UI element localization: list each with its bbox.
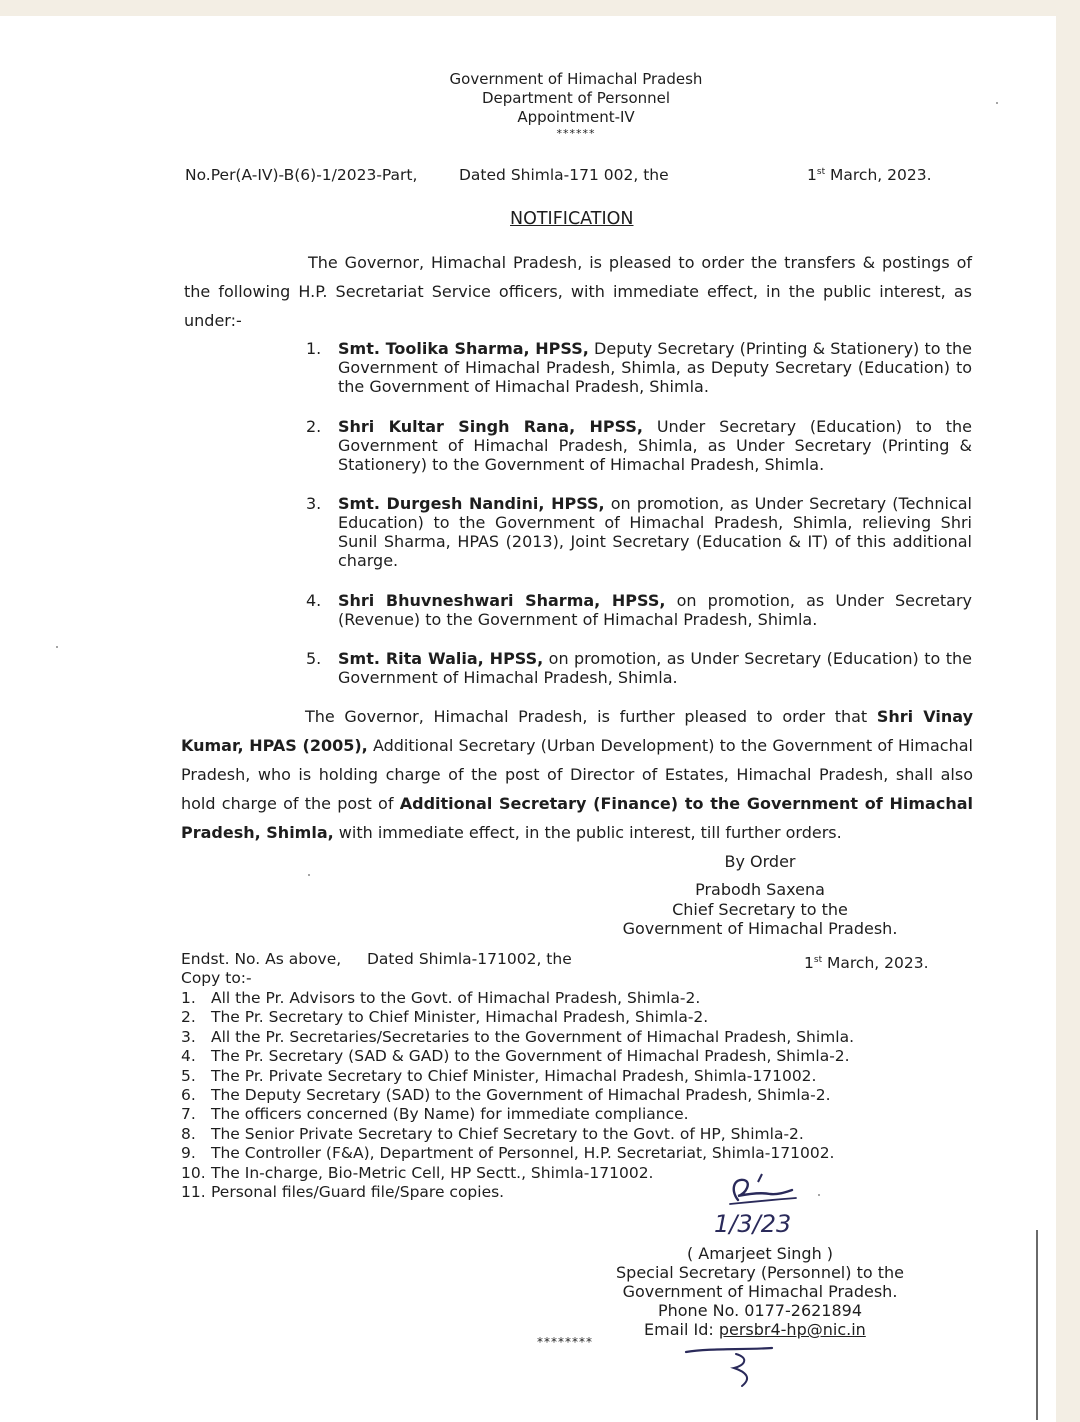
order-item: 1. Smt. Toolika Sharma, HPSS, Deputy Secretary (Printing & Stationery) to the Government of Himachal Pradesh, Shimla, as Deputy Secretary (Education) to the Government of Himachal Pradesh, Shimla. bbox=[306, 339, 973, 396]
handwritten-signature bbox=[700, 1170, 820, 1240]
list-item: 8. The Senior Private Secretary to Chief Secretary to the Govt. of HP, Shimla-2. bbox=[181, 1124, 804, 1143]
signatory1-government: Government of Himachal Pradesh. bbox=[622, 919, 898, 938]
reference-number: No.Per(A-IV)-B(6)-1/2023-Part, bbox=[185, 166, 418, 184]
speck bbox=[818, 1194, 820, 1196]
list-item: 6. The Deputy Secretary (SAD) to the Government of Himachal Pradesh, Shimla-2. bbox=[181, 1086, 831, 1105]
list-item: 7. The officers concerned (By Name) for immediate compliance. bbox=[181, 1105, 689, 1124]
order-item: 4. Shri Bhuvneshwari Sharma, HPSS, on promotion, as Under Secretary (Revenue) to the Government of Himachal Pradesh, Shimla. bbox=[306, 591, 973, 629]
signatory2-phone: Phone No. 0177-2621894 bbox=[657, 1301, 863, 1320]
page-title: NOTIFICATION bbox=[510, 209, 634, 229]
header-government: Government of Himachal Pradesh bbox=[449, 70, 703, 88]
copy-to-label: Copy to:- bbox=[181, 969, 252, 987]
further-paragraph: The Governor, Himachal Pradesh, is further pleased to order that Shri Vinay Kumar, HPAS (2005), Additional Secretary (Urban Development) to the Government of Himachal Pradesh, who is holding charge of the post of Director of Estates, Himachal Pradesh, shall also hold charge of the post of Additional Secretary (Finance) to the Government of Himachal Pradesh, Shimla, with immediate effect, in the public interest, till further orders. bbox=[181, 707, 973, 842]
speck bbox=[308, 874, 310, 876]
signatory2-government: Government of Himachal Pradesh. bbox=[622, 1282, 898, 1301]
order-item: 3. Smt. Durgesh Nandini, HPSS, on promotion, as Under Secretary (Technical Education) to the Government of Himachal Pradesh, Shimla, relieving Shri Sunil Sharma, HPAS (2013), Joint Secretary (Education & IT) of this additional charge. bbox=[306, 494, 973, 570]
intro-paragraph: The Governor, Himachal Pradesh, is pleased to order the transfers & postings of the following H.P. Secretariat Service officers, with immediate effect, in the public interest, as under:- bbox=[184, 253, 972, 330]
reference-date: 1st March, 2023. bbox=[807, 166, 932, 184]
speck bbox=[56, 646, 58, 648]
list-item: 1. All the Pr. Advisors to the Govt. of Himachal Pradesh, Shimla-2. bbox=[181, 989, 701, 1007]
list-item: 10. The In-charge, Bio-Metric Cell, HP Sectt., Shimla-171002. bbox=[181, 1163, 654, 1182]
order-item: 2. Shri Kultar Singh Rana, HPSS, Under Secretary (Education) to the Government of Himachal Pradesh, Shimla, as Under Secretary (Printing & Stationery) to the Government of Himachal Pradesh, Shimla. bbox=[306, 417, 973, 474]
signatory1-name: Prabodh Saxena bbox=[695, 880, 825, 899]
header-section: Appointment-IV bbox=[517, 108, 635, 126]
signatory2-name: ( Amarjeet Singh ) bbox=[686, 1244, 834, 1263]
order-item: 5. Smt. Rita Walia, HPSS, on promotion, as Under Secretary (Education) to the Government of Himachal Pradesh, Shimla. bbox=[306, 649, 972, 687]
list-item: 2. The Pr. Secretary to Chief Minister, Himachal Pradesh, Shimla-2. bbox=[181, 1008, 709, 1027]
signatory1-designation: Chief Secretary to the bbox=[672, 900, 848, 919]
endorsement-date: 1st March, 2023. bbox=[804, 954, 929, 972]
header-department: Department of Personnel bbox=[481, 89, 671, 107]
by-order: By Order bbox=[724, 852, 796, 871]
footer-stars: ******** bbox=[537, 1335, 593, 1349]
list-item: 4. The Pr. Secretary (SAD & GAD) to the Government of Himachal Pradesh, Shimla-2. bbox=[181, 1047, 850, 1066]
signatory2-email-line: Email Id: persbr4-hp@nic.in bbox=[644, 1320, 866, 1339]
signatory2-designation: Special Secretary (Personnel) to the bbox=[616, 1263, 904, 1282]
list-item: 3. All the Pr. Secretaries/Secretaries to the Government of Himachal Pradesh, Shimla. bbox=[181, 1027, 855, 1046]
endorsement-dated: Dated Shimla-171002, the bbox=[367, 950, 572, 968]
list-item: 11. Personal files/Guard file/Spare copies. bbox=[181, 1183, 505, 1202]
scan-edge-line bbox=[1036, 1230, 1038, 1420]
header-stars: ****** bbox=[556, 127, 596, 140]
endorsement-number: Endst. No. As above, bbox=[181, 950, 342, 968]
bottom-flourish bbox=[680, 1342, 780, 1392]
list-item: 9. The Controller (F&A), Department of Personnel, H.P. Secretariat, Shimla-171002. bbox=[181, 1144, 835, 1163]
signature-date: 1/3/23 bbox=[714, 1210, 792, 1238]
speck bbox=[996, 102, 998, 104]
list-item: 5. The Pr. Private Secretary to Chief Minister, Himachal Pradesh, Shimla-171002. bbox=[181, 1066, 817, 1085]
reference-dated: Dated Shimla-171 002, the bbox=[459, 166, 669, 184]
email-link[interactable]: persbr4-hp@nic.in bbox=[718, 1320, 866, 1339]
